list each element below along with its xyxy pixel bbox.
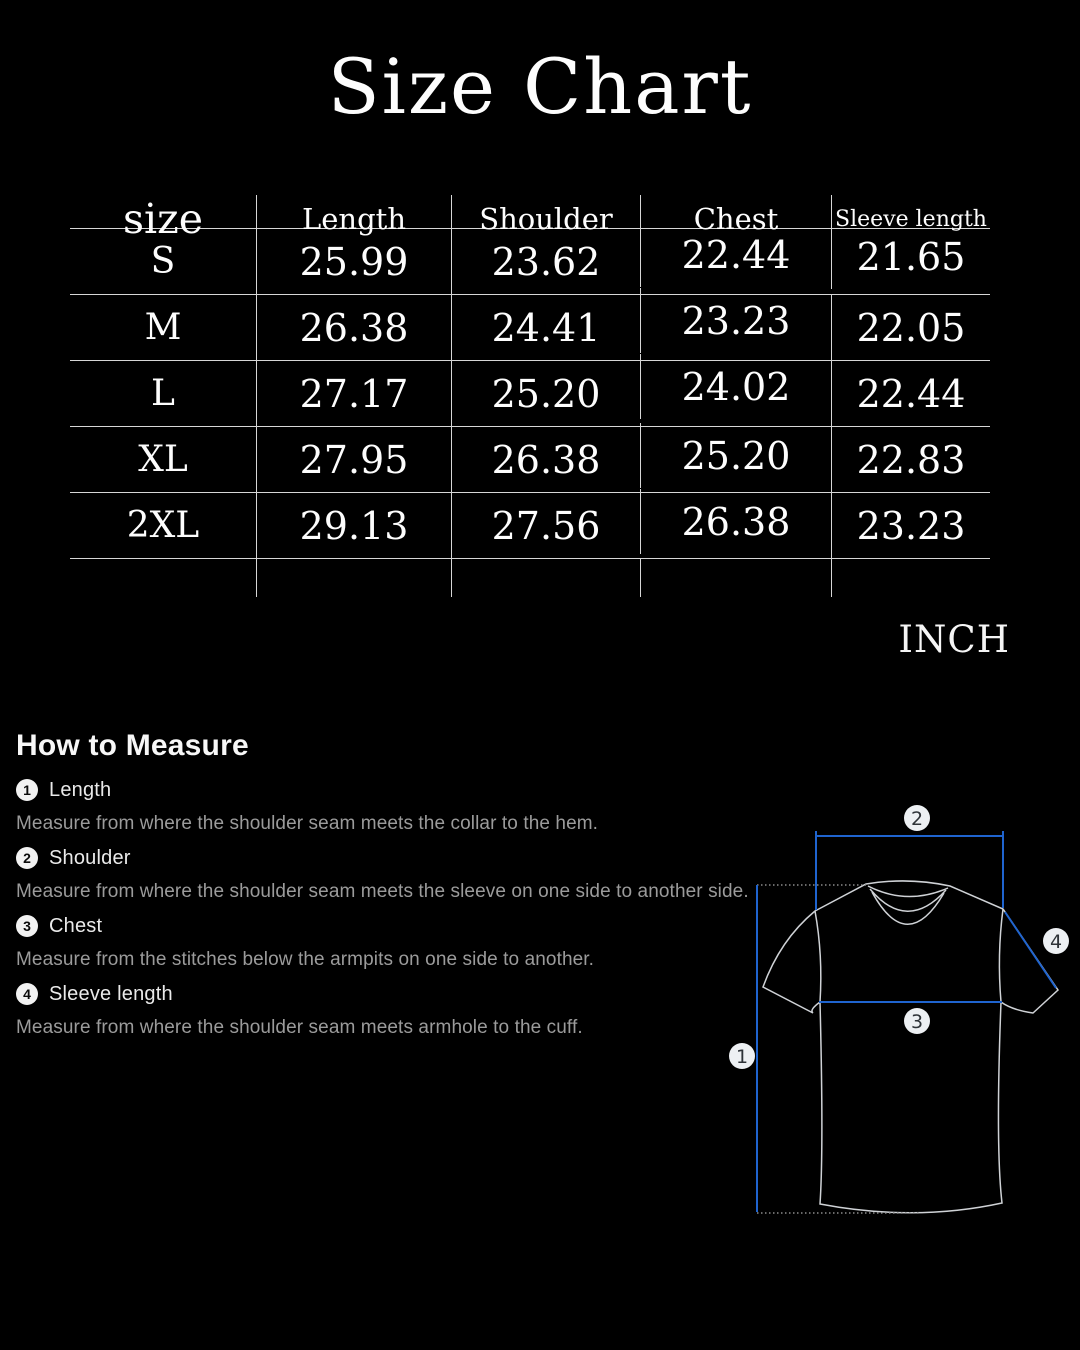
table-row-xl (70, 427, 990, 493)
measure-item-label: Length (49, 778, 112, 801)
sleeve-length-value: 23.23 (831, 493, 990, 558)
chest-value: 24.02 (640, 354, 831, 419)
svg-text:3: 3 (910, 1011, 924, 1033)
column-header-sleeve-length: Sleeve length (831, 195, 990, 243)
column-header-chest: Chest (640, 195, 831, 243)
size-table (70, 195, 990, 597)
table-row-l (70, 361, 990, 427)
measure-item-description: Measure from where the shoulder seam meets the sleeve on one side to another side. (16, 881, 749, 902)
number-badge-1: 1 (16, 779, 38, 801)
sleeve-length-value: 22.44 (831, 361, 990, 426)
measure-item-label: Sleeve length (49, 982, 173, 1005)
table-row-s (70, 229, 990, 295)
chest-value: 26.38 (640, 489, 831, 554)
number-badge-2: 2 (16, 847, 38, 869)
unit-label: INCH (898, 618, 1010, 661)
marker-2 (904, 805, 930, 831)
shoulder-value: 24.41 (451, 295, 640, 360)
measure-item-label: Chest (49, 914, 103, 937)
column-header-length: Length (256, 195, 451, 243)
shoulder-value: 27.56 (451, 493, 640, 558)
measure-item-shoulder (16, 846, 696, 870)
table-row-2xl (70, 493, 990, 559)
column-header-size: size (122, 195, 204, 243)
how-to-measure-section (16, 728, 749, 1050)
size-value: XL (138, 439, 188, 480)
dotted-guide-lines (757, 885, 920, 1213)
measure-item-length (16, 778, 696, 802)
measure-item-sleeve-length (16, 982, 696, 1006)
measure-item-description: Measure from where the shoulder seam meets armhole to the cuff. (16, 1017, 583, 1038)
length-value: 25.99 (256, 229, 451, 294)
shoulder-value: 23.62 (451, 229, 640, 294)
shoulder-value: 25.20 (451, 361, 640, 426)
chest-value: 22.44 (640, 222, 831, 287)
size-value: L (151, 373, 175, 414)
marker-3 (904, 1008, 930, 1034)
size-value: M (144, 307, 182, 348)
size-value: 2XL (126, 505, 200, 546)
measure-item-description: Measure from the stitches below the armpits on one side to another. (16, 949, 595, 970)
page-title: Size Chart (327, 42, 753, 131)
svg-text:2: 2 (910, 808, 924, 830)
measure-item-chest (16, 914, 696, 938)
table-column-rule-extension (70, 559, 990, 597)
marker-4 (1043, 928, 1069, 954)
sleeve-length-value: 21.65 (831, 224, 990, 289)
column-header-shoulder: Shoulder (451, 195, 640, 243)
measure-item-label: Shoulder (49, 846, 131, 869)
tshirt-diagram-svg (700, 780, 1080, 1280)
measure-item-description: Measure from where the shoulder seam meets the collar to the hem. (16, 813, 599, 834)
length-value: 27.95 (256, 427, 451, 492)
shoulder-value: 26.38 (451, 427, 640, 492)
marker-1 (729, 1043, 755, 1069)
tshirt-measurement-diagram (700, 780, 1080, 1280)
chest-value: 25.20 (640, 423, 831, 488)
svg-text:1: 1 (735, 1046, 749, 1068)
number-badge-3: 3 (16, 915, 38, 937)
how-to-measure-heading: How to Measure (16, 729, 249, 762)
length-value: 26.38 (256, 295, 451, 360)
tshirt-outline (763, 881, 1058, 1213)
length-value: 29.13 (256, 493, 451, 558)
number-badge-4: 4 (16, 983, 38, 1005)
table-row-m (70, 295, 990, 361)
sleeve-length-value: 22.05 (831, 295, 990, 360)
svg-text:4: 4 (1049, 931, 1063, 953)
size-value: S (150, 241, 176, 282)
sleeve-length-value: 22.83 (831, 427, 990, 492)
length-value: 27.17 (256, 361, 451, 426)
chest-value: 23.23 (640, 288, 831, 353)
